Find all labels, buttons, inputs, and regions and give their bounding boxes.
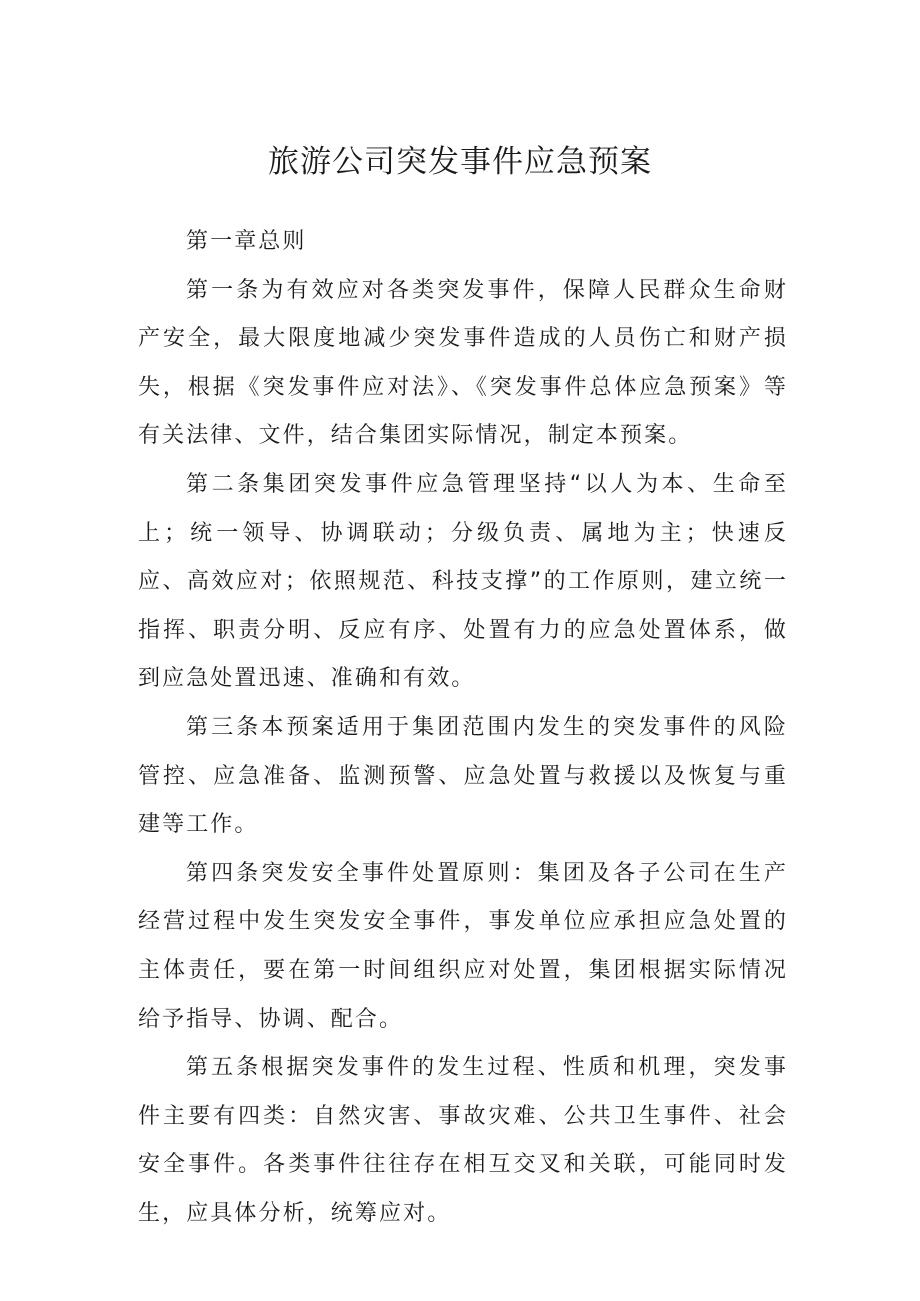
chapter-heading: 第一章总则 [186, 229, 307, 254]
article-1: 第一条为有效应对各类突发事件，保障人民群众生命财产安全，最大限度地减少突发事件造成的人员伤亡和财产损失，根据《突发事件应对法》、《突发事件总体应急预案》等有关法律、文件，结合集团实际情况，制定本预案。 [138, 277, 788, 449]
article-2: 第二条集团突发事件应急管理坚持“以人为本、生命至上；统一领导、协调联动；分级负责、属地为主；快速反应、高效应对；依照规范、科技支撑”的工作原则，建立统一指挥、职责分明、反应有序、处置有力的应急处置体系，做到应急处置迅速、准确和有效。 [138, 471, 788, 692]
article-3: 第三条本预案适用于集团范围内发生的突发事件的风险管控、应急准备、监测预警、应急处置与救援以及恢复与重建等工作。 [138, 714, 788, 838]
article-5: 第五条根据突发事件的发生过程、性质和机理，突发事件主要有四类：自然灾害、事故灾难、公共卫生事件、社会安全事件。各类事件往往存在相互交叉和关联，可能同时发生，应具体分析，统筹应对。 [138, 1055, 788, 1226]
article-4: 第四条突发安全事件处置原则：集团及各子公司在生产经营过程中发生突发安全事件，事发单位应承担应急处置的主体责任，要在第一时间组织应对处置，集团根据实际情况给予指导、协调、配合。 [138, 860, 788, 1032]
document-body [138, 218, 788, 1238]
document-title: 旅游公司突发事件应急预案 [268, 144, 652, 180]
